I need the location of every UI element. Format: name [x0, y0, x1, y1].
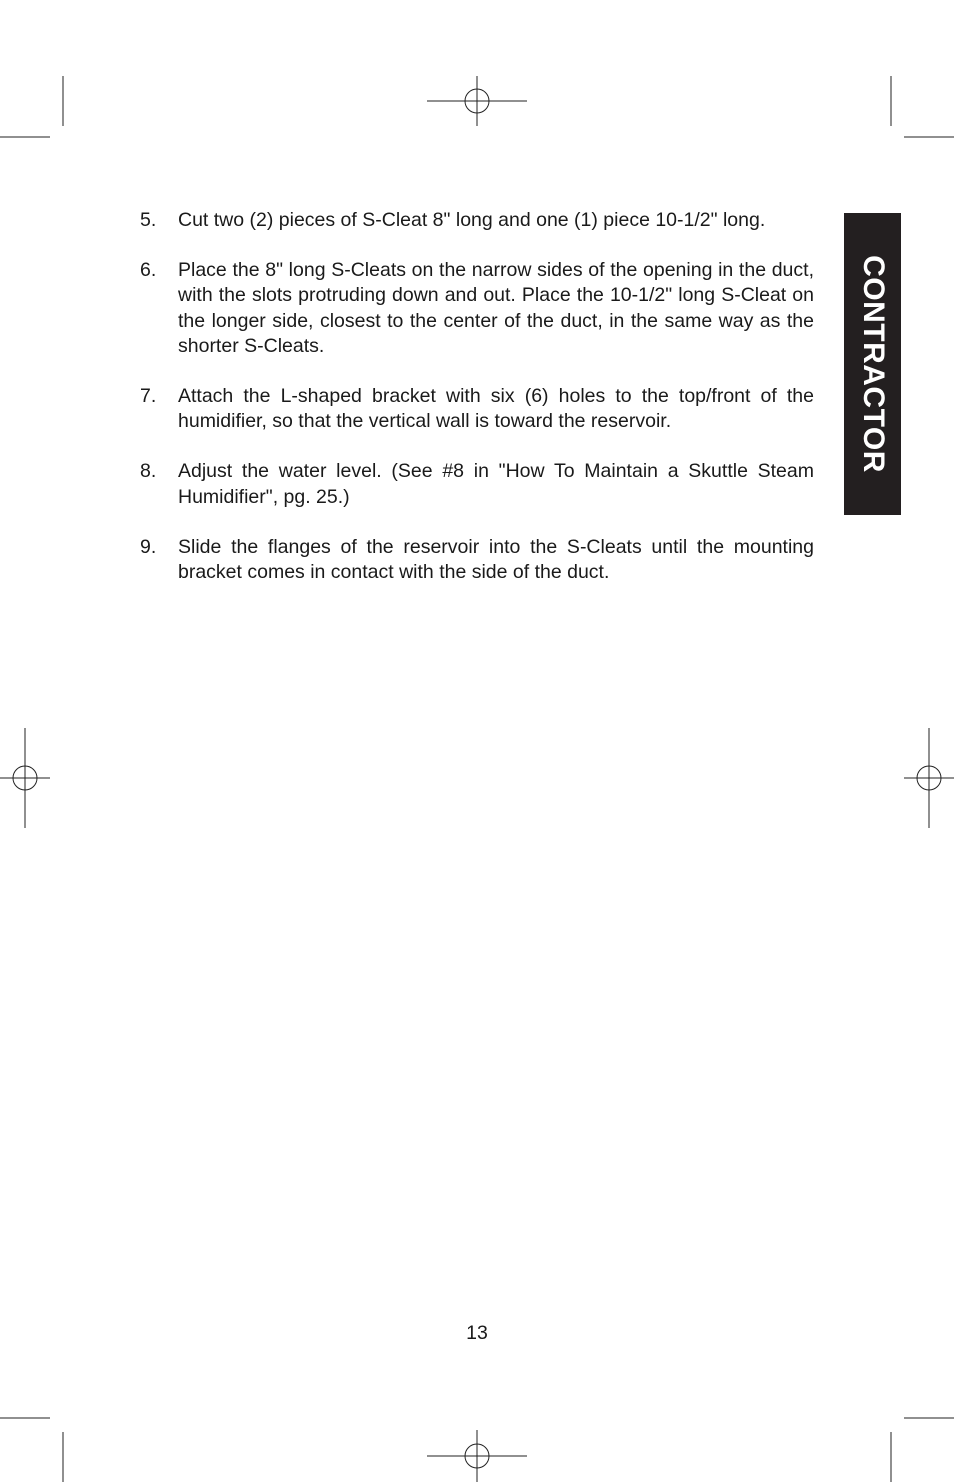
registration-mark-right [904, 728, 954, 828]
step-number: 8. [140, 460, 157, 483]
step-text: Cut two (2) pieces of S-Cleat 8" long and one (1) piece 10-1/2" long. [178, 209, 766, 231]
step-text: Attach the L-shaped bracket with six (6) holes to the top/front of the humidifier, so that the vertical wall is toward the reservoir. [178, 385, 814, 433]
crop-mark-top-right [891, 76, 954, 137]
instruction-steps [140, 208, 814, 610]
registration-mark-bottom [427, 1430, 527, 1482]
section-tab [844, 213, 901, 515]
step-text: Slide the flanges of the reservoir into the S-Cleats until the mounting bracket comes in contact with the side of the duct. [178, 535, 814, 584]
step-6 [140, 258, 814, 360]
step-7 [140, 384, 814, 435]
step-9 [140, 535, 814, 586]
registration-mark-left [0, 728, 50, 828]
crop-mark-top-left [0, 76, 63, 137]
registration-mark-top [427, 76, 527, 126]
page-number: 13 [466, 1322, 488, 1344]
step-number: 7. [140, 385, 157, 408]
step-8 [140, 459, 814, 510]
crop-mark-bottom-right [891, 1418, 954, 1482]
step-text: Place the 8" long S-Cleats on the narrow sides of the opening in the duct, with the slots protruding down and out. Place the 10-1/2" long S-Cleat on the longer side, closest to the center of the duct, in the same way as the shorter S-Cleats. [178, 258, 814, 358]
step-text: Adjust the water level. (See #8 in "How To Maintain a Skuttle Steam Humidifier", pg. 25.) [178, 460, 814, 508]
section-tab-label: CONTRACTOR [856, 255, 890, 473]
step-number: 9. [140, 535, 157, 558]
step-5 [140, 208, 814, 233]
step-number: 6. [140, 258, 157, 281]
step-number: 5. [140, 209, 157, 231]
crop-mark-bottom-left [0, 1418, 63, 1482]
